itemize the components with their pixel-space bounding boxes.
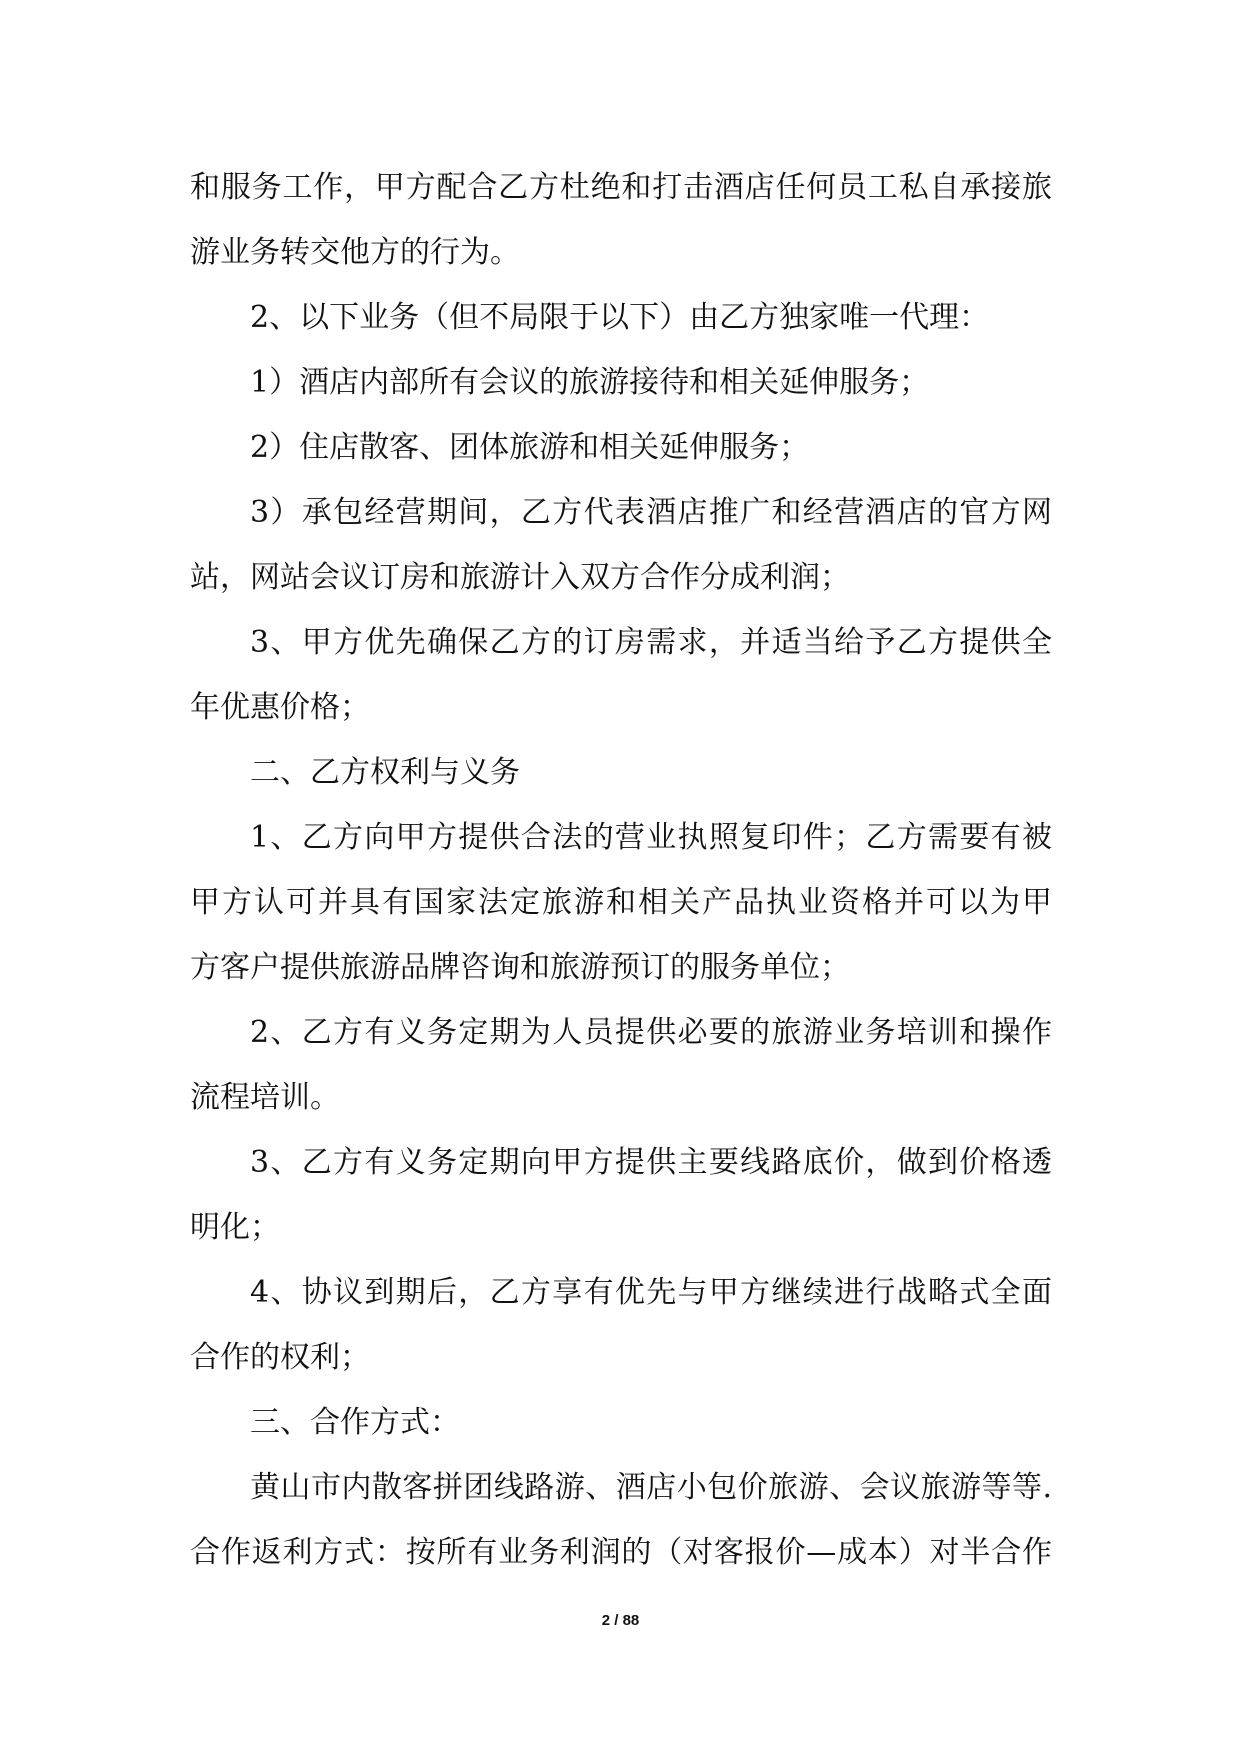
text-line: 年优惠价格；	[190, 690, 370, 725]
text-line: 4、协议到期后，乙方享有优先与甲方继续进行战略式全面	[250, 1275, 1052, 1310]
text-line: 2）住店散客、团体旅游和相关延伸服务；	[250, 430, 810, 465]
text-line: 1、乙方向甲方提供合法的营业执照复印件；乙方需要有被	[250, 820, 1052, 855]
text-line: 流程培训。	[190, 1080, 340, 1115]
text-line: 三、合作方式：	[250, 1405, 460, 1440]
text-line: 甲方认可并具有国家法定旅游和相关产品执业资格并可以为甲	[190, 885, 1052, 920]
text-line: 合作返利方式：按所有业务利润的（对客报价—成本）对半合作	[190, 1535, 1052, 1570]
text-line: 1）酒店内部所有会议的旅游接待和相关延伸服务；	[250, 365, 930, 400]
text-line: 二、乙方权利与义务	[250, 755, 520, 790]
text-line: 合作的权利；	[190, 1340, 370, 1375]
document-body	[190, 155, 1052, 1585]
text-line: 黄山市内散客拼团线路游、酒店小包价旅游、会议旅游等等.	[250, 1470, 1052, 1505]
text-line: 站，网站会议订房和旅游计入双方合作分成利润；	[190, 560, 850, 595]
text-line: 3）承包经营期间，乙方代表酒店推广和经营酒店的官方网	[250, 495, 1052, 530]
text-line: 3、甲方优先确保乙方的订房需求，并适当给予乙方提供全	[250, 625, 1052, 660]
text-line: 游业务转交他方的行为。	[190, 235, 520, 270]
text-line: 2、乙方有义务定期为人员提供必要的旅游业务培训和操作	[250, 1015, 1052, 1050]
text-line: 3、乙方有义务定期向甲方提供主要线路底价，做到价格透	[250, 1145, 1052, 1180]
text-line: 和服务工作，甲方配合乙方杜绝和打击酒店任何员工私自承接旅	[190, 170, 1052, 205]
text-line: 方客户提供旅游品牌咨询和旅游预订的服务单位；	[190, 950, 850, 985]
text-line: 2、以下业务（但不局限于以下）由乙方独家唯一代理：	[250, 300, 990, 335]
text-line: 明化；	[190, 1210, 280, 1245]
page-number: 2 / 88	[601, 1612, 640, 1629]
